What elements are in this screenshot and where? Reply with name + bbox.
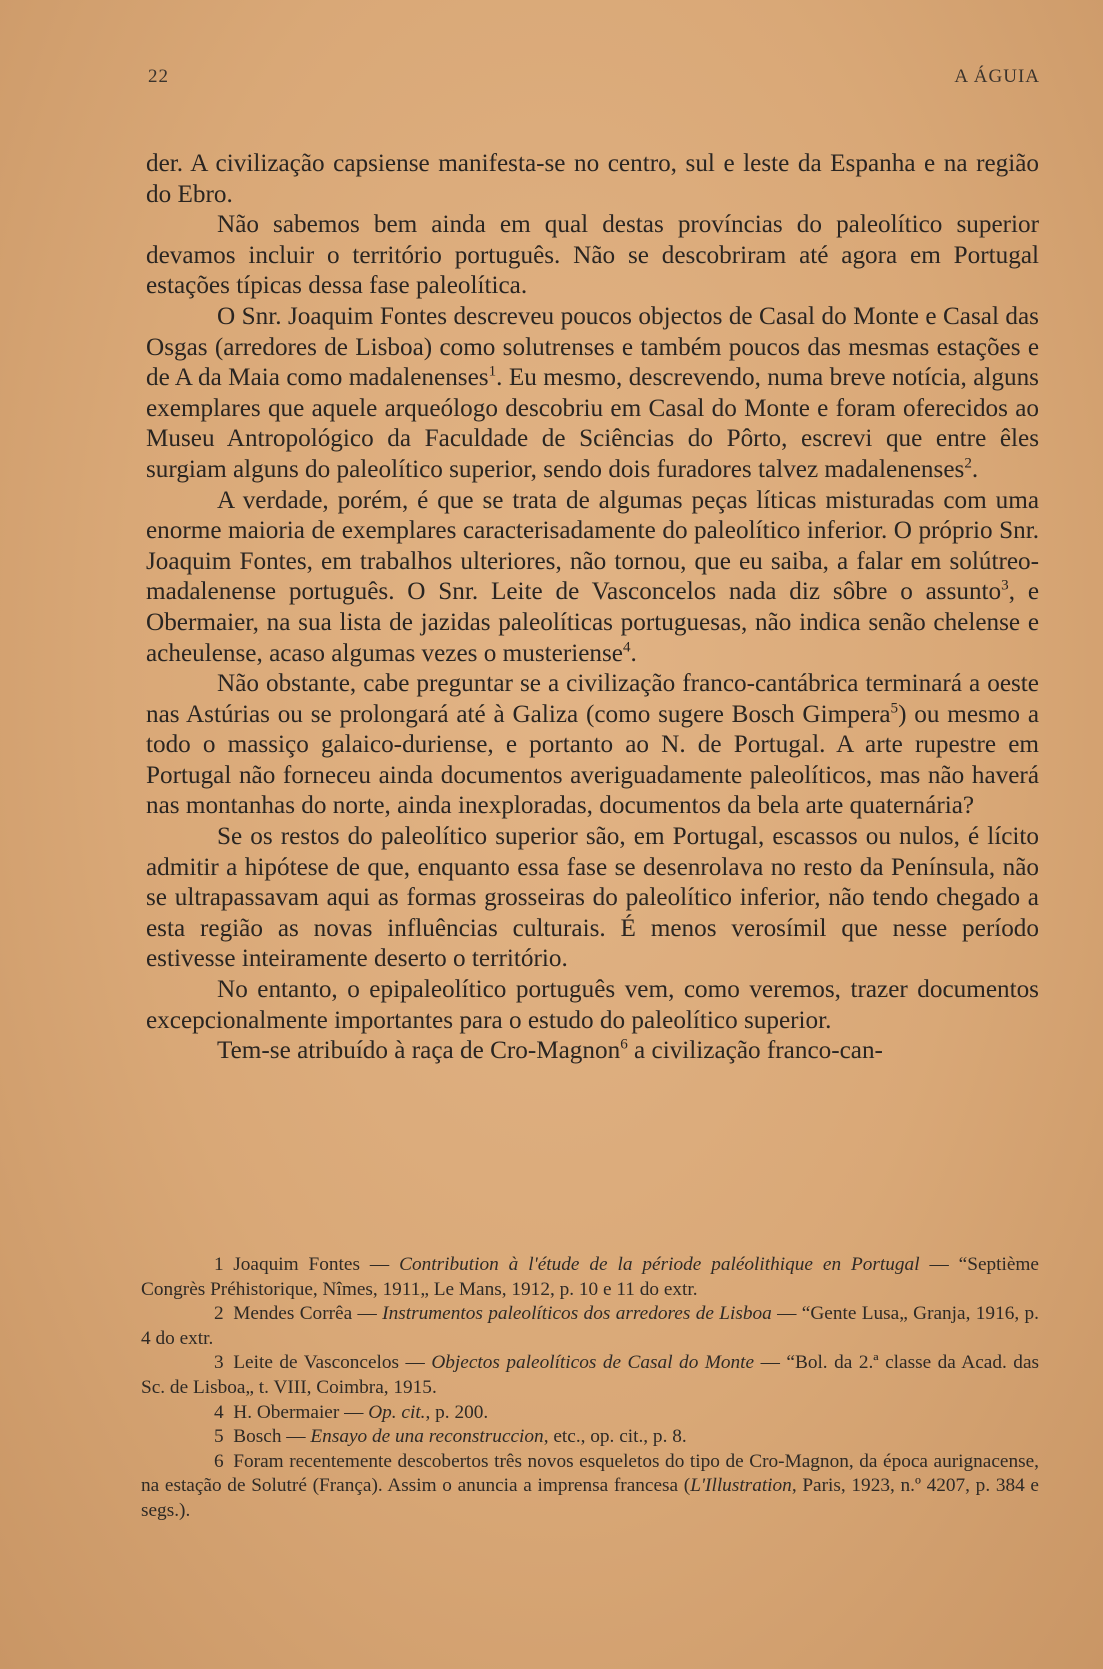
paragraph [146,975,1039,1036]
footnote-number: 2 [214,1303,224,1325]
footnote-ref[interactable]: 6 [620,1036,628,1053]
paragraph-text: Tem-se atribuído à raça de Cro-Magnon [217,1037,621,1065]
footnote-number: 5 [214,1426,224,1448]
footnote-text: H. Obermaier — [233,1401,369,1423]
paragraph-text: No entanto, o epipaleolítico português vem, como veremos, trazer documentos excepcionalmente importantes para o estudo do paleolítico superior. [146,976,1039,1034]
footnote [141,1450,1039,1524]
footnote-number: 6 [214,1450,224,1472]
footnote-number: 4 [214,1401,224,1423]
paragraph [146,149,1039,210]
footnote-ref[interactable]: 2 [964,455,972,472]
running-header [148,66,1040,88]
paragraph-text: a civilização franco-can- [627,1037,883,1065]
paragraph-text: ) ou mesmo a todo o massiço galaico-duriense, e portanto ao N. de Portugal. A arte rupestre em Portugal não forneceu ainda documentos averiguadamente paleolíticos, mas não haverá nas montanhas do norte, ainda inexploradas, documentos da bela arte quaternária? [146,700,1039,820]
footnote-text: — “Septième Congrès Préhistorique, Nîmes, 1911„ Le Mans, 1912, p. 10 e 11 do extr. [141,1254,1039,1300]
paragraph-text: O Snr. Joaquim Fontes descreveu poucos objectos de Casal do Monte e Casal das Osgas (arredores de Lisboa) como solutrenses e também poucos das mesmas estações e de A da Maia como madalenenses [146,302,1039,392]
paragraph-text: Não obstante, cabe preguntar se a civilização franco-cantábrica terminará a oeste nas Astúrias ou se prolongará até à Galiza (como sugere Bosch Gimpera [146,670,1039,728]
paragraph-text: . [630,639,637,667]
paragraph [146,302,1039,486]
footnote-text: — “Gente Lusa„ Granja, 1916, p. 4 do extr. [141,1303,1039,1349]
footnote-number: 3 [214,1352,224,1374]
footnote [141,1253,1039,1302]
body-text [146,149,1039,1067]
paragraph-text: . [971,455,979,483]
paragraph [146,210,1039,302]
footnote-text: Joaquim Fontes — [233,1254,400,1275]
footnote-title: Objectos paleolíticos de Casal do Monte [431,1352,755,1374]
paragraph [146,669,1039,822]
footnote-title: Instrumentos paleolíticos dos arredores de Lisboa [382,1303,772,1325]
paragraph-text: , e Obermaier, na sua lista de jazidas paleolíticas portuguesas, não indica senão chelense e acheulense, acaso algumas vezes o musteriense [146,578,1039,667]
footnotes [141,1253,1039,1524]
footnote-text: Mendes Corrêa — [233,1303,383,1325]
footnote [141,1351,1039,1400]
paragraph [146,822,1039,975]
footnote-text: Foram recentemente descobertos três novos esqueletos do tipo de Cro-Magnon, da época aurignacense, na estação de Solutré (França). Assim o anuncia a imprensa francesa ( [141,1450,1039,1497]
footnote-text: Bosch — [233,1426,311,1448]
footnote-text: , etc., op. cit., p. 8. [543,1426,687,1448]
footnote-title: Op. cit. [368,1401,426,1423]
footnote-title: Contribution à l'étude de la période paléolithique en Portugal [399,1254,920,1275]
footnote-text: — “Bol. da 2.ª classe da Acad. das Sc. de Lisboa„ t. VIII, Coimbra, 1915. [141,1352,1039,1398]
footnote-ref[interactable]: 3 [1001,577,1009,594]
paragraph-text: Não sabemos bem ainda em qual destas províncias do paleolítico superior devamos incluir o território português. Não se descobriram até agora em Portugal estações típicas dessa fase paleolítica. [146,211,1039,300]
footnote [141,1425,1039,1450]
paragraph [146,486,1039,670]
footnote-title: L'Illustration [690,1475,792,1497]
paragraph-text: A verdade, porém, é que se trata de algumas peças líticas misturadas com uma enorme maioria de exemplares caracterisadamente do paleolítico inferior. O próprio Snr. Joaquim Fontes, em trabalhos ulteriores, não tornou, que eu saiba, a falar em solútreo-madalenense português. O Snr. Leite de Vasconcelos nada diz sôbre o assunto [146,486,1039,606]
paragraph-text: Se os restos do paleolítico superior são, em Portugal, escassos ou nulos, é lícito admitir a hipótese de que, enquanto essa fase se desenrolava no resto da Península, não se ultrapassavam aqui as formas grosseiras do paleolítico inferior, não tendo chegado a esta região as novas influências culturais. É menos verosímil que nesse período estivesse inteiramente deserto o território. [146,823,1039,973]
footnote [141,1302,1039,1351]
footnote-text: Leite de Vasconcelos — [233,1352,432,1374]
footnote-ref[interactable]: 5 [890,700,899,717]
paragraph-text: . Eu mesmo, descrevendo, numa breve notícia, alguns exemplares que aquele arqueólogo descobriu em Casal do Monte e foram oferecidos ao Museu Antropológico da Faculdade de Sciências do Pôrto, escrevi que entre êles surgiam alguns do paleolítico superior, sendo dois furadores talvez madalenenses [146,364,1039,483]
footnote-number: 1 [214,1254,224,1275]
page-number: 22 [148,66,169,87]
footnote [141,1401,1039,1426]
footnote-title: Ensayo de una reconstruccion [310,1426,544,1448]
footnote-ref[interactable]: 4 [622,639,631,656]
footnote-text: , Paris, 1923, n.º 4207, p. 384 e segs.). [141,1475,1039,1521]
paragraph [146,1036,1039,1067]
running-title: A ÁGUIA [954,66,1040,87]
footnote-text: , p. 200. [425,1401,489,1423]
paragraph-text: der. A civilização capsiense manifesta-se no centro, sul e leste da Espanha e na região do Ebro. [146,150,1039,208]
footnote-ref[interactable]: 1 [488,363,497,380]
